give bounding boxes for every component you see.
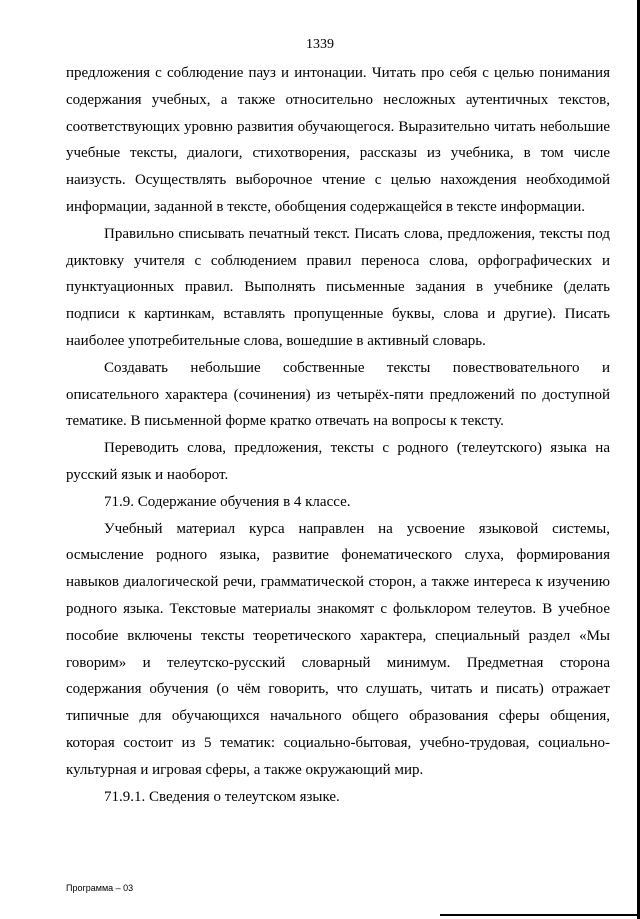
paragraph-composition: Создавать небольшие собственные тексты повествовательного и описательного характера (сочинения) из четырёх-пяти предложений по доступной тематике. В письменной форме кратко отвечать на вопросы к тексту. [66,359,610,430]
page-number: 1339 [306,37,334,52]
section-heading-71-9: 71.9. Содержание обучения в 4 классе. [104,493,351,510]
page-footer: Программа – 03 [66,883,134,893]
paragraph-writing-skills: Правильно списывать печатный текст. Писать слова, предложения, тексты под диктовку учителя с соблюдением правил переноса слова, орфографических и пунктуационных правил. Выполнять письменные задания в учебнике (делать подписи к картинкам, вставлять пропущенные буквы, слова и другие). Писать наиболее употребительные слова, вошедшие в активный словарь. [66,225,610,349]
scan-edge-bottom [440,914,640,916]
paragraph-reading-skills: предложения с соблюдение пауз и интонации. Читать про себя с целью понимания содержания учебных, а также относительно несложных аутентичных текстов, соответствующих уровню развития обучающегося. Выразительно читать небольшие учебные тексты, диалоги, стихотворения, рассказы из учебника, в том числе наизусть. Осуществлять выборочное чтение с целью нахождения необходимой информации, заданной в тексте, обобщения содержащейся в тексте информации. [66,65,610,215]
paragraph-translation: Переводить слова, предложения, тексты с родного (телеутского) языка на русский язык и наоборот. [66,440,610,483]
section-heading-71-9-1: 71.9.1. Сведения о телеутском языке. [104,788,340,805]
paragraph-course-material: Учебный материал курса направлен на усвоение языковой системы, осмысление родного языка, развитие фонематического слуха, формирования навыков диалогической речи, грамматической сторон, а также интереса к изучению родного языка. Текстовые материалы знакомят с фольклором телеутов. В учебное пособие включены тексты теоретического характера, специальный раздел «Мы говорим» и телеутско-русский словарный минимум. Предметная сторона содержания обучения (о чём говорить, что слушать, читать и писать) отражает типичные для обучающихся начального общего образования сферы общения, которая состоит из 5 тематик: социально-бытовая, учебно-трудовая, социально-культурная и игровая сферы, а также окружающий мир. [66,520,610,778]
document-body [66,60,610,810]
